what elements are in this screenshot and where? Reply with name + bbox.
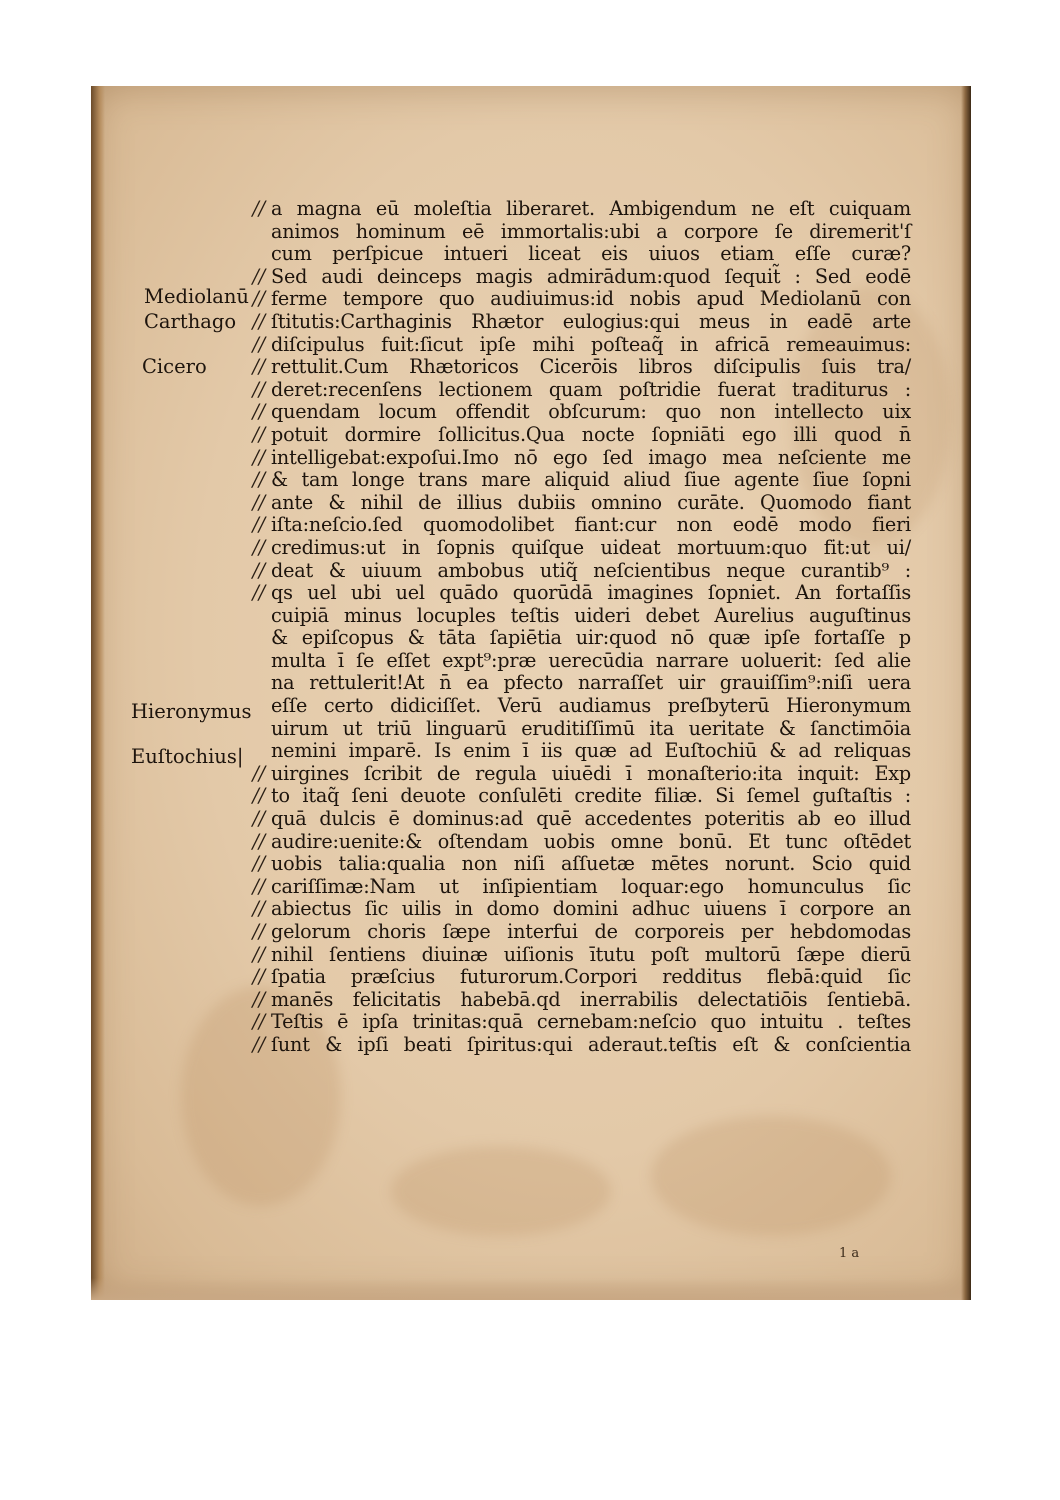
line-mark: //	[252, 920, 265, 943]
text-line	[252, 920, 911, 944]
line-mark: //	[252, 942, 265, 966]
manuscript-page	[91, 86, 971, 1300]
line-mark: //	[252, 445, 265, 469]
text-line	[271, 695, 911, 718]
line-text: ante & nihil de illius dubiis omnino curāte. Quomodo fiant	[271, 490, 911, 514]
line-text: potuit dormire ſollicitus.Qua nocte ſopniāti ego illi quod n̄	[271, 422, 911, 446]
text-line	[271, 740, 911, 763]
text-line	[252, 987, 911, 1012]
line-mark: //	[252, 377, 265, 401]
line-text: iſta:neſcio.ſed quomodolibet fiant:cur non eodē modo fieri	[271, 513, 911, 537]
line-mark: //	[252, 513, 265, 537]
line-text: qs uel ubi uel quādo quorūdā imagines ſopniet. An fortaſſis	[271, 581, 911, 605]
line-mark: //	[252, 784, 265, 808]
line-text: quā dulcis ē dominus:ad quē accedentes poteritis ab eo illud	[271, 807, 911, 831]
text-line	[271, 627, 911, 650]
line-mark: //	[252, 332, 265, 356]
body-text	[252, 197, 911, 1057]
line-text: manēs felicitatis habebā.qd inerrabilis delectatiōis ſentiebā.	[271, 987, 911, 1011]
text-line	[252, 468, 911, 492]
line-text: eſſe certo didiciſſet. Verū audiamus preſbyterū Hieronymum	[271, 694, 911, 718]
text-line	[252, 558, 911, 583]
line-mark: //	[252, 807, 265, 831]
margin-note-eustochius: Euſtochius|	[131, 745, 244, 768]
line-text: uirgines ſcribit de regula uiuēdi ī monaſterio:ita inquit: Exp	[271, 761, 911, 785]
margin-note-cicero: Cicero	[142, 355, 207, 378]
line-text: gelorum choris ſæpe interfui de corporeis per hebdomodas	[271, 920, 911, 943]
line-text: cuipiā minus locuples teſtis uideri debet Aurelius auguſtinus	[271, 603, 911, 627]
line-text: deret:recenſens lectionem quam poſtridie fuerat traditurus :	[271, 377, 911, 401]
page-edge	[91, 1278, 971, 1300]
margin-note-carthago: Carthago	[144, 310, 237, 333]
text-line	[271, 605, 911, 628]
line-text: quendam locum offendit obſcurum: quo non intellecto uix	[271, 400, 911, 424]
line-text: Teſtis ē ipſa trinitas:quā cernebam:neſcio quo intuitu . teſtes	[271, 1010, 911, 1034]
text-line	[252, 422, 911, 447]
line-text: ſtitutis:Carthaginis Rhætor eulogius:qui meus in eadē arte	[271, 309, 911, 333]
text-line	[252, 784, 911, 808]
text-line	[252, 852, 911, 876]
text-line	[252, 264, 911, 289]
line-text: to itaq̃ ſeni deuote conſulēti credite filiæ. Si ſemel guſtaſtis :	[271, 784, 911, 808]
line-mark: //	[252, 987, 265, 1011]
text-line	[252, 355, 911, 379]
text-line	[271, 718, 911, 741]
line-mark: //	[252, 468, 265, 492]
line-text: cariſſimæ:Nam ut inſipientiam loquar:ego homunculus ſic	[271, 874, 911, 898]
line-text: intelligebat:expoſui.Imo nō ego ſed imago mea neſciente me	[271, 445, 911, 469]
line-mark: //	[252, 1010, 265, 1034]
line-text: uobis talia:qualia non niſi aſſuetæ mētes norunt. Scio quid	[271, 852, 911, 876]
text-line	[252, 965, 911, 989]
line-mark: //	[252, 197, 265, 220]
line-mark: //	[252, 965, 265, 989]
folio-mark: 1 a	[839, 1246, 860, 1261]
text-line	[252, 761, 911, 786]
text-line	[252, 829, 911, 854]
line-text: audire:uenite:& oſtendam uobis omne bonū. Et tunc oſtēdet	[271, 829, 911, 853]
line-mark: //	[252, 1032, 265, 1056]
line-text: animos hominum eē immortalis:ubi a corpore ſe diremerit'ſ	[271, 219, 911, 243]
text-line	[252, 1010, 911, 1034]
line-text: credimus:ut in ſopnis quiſque uideat mortuum:quo fit:ut ui/	[271, 535, 911, 559]
text-line	[252, 490, 911, 515]
line-text: a magna eū moleſtia liberaret. Ambigendum ne eſt cuiquam	[271, 197, 911, 220]
line-mark: //	[252, 400, 265, 424]
text-line	[252, 535, 911, 560]
margin-note-hieronymus: Hieronymus	[131, 700, 252, 723]
line-text: na rettulerit!At n̄ ea pfecto narraſſet uir grauiſſim⁹:niſi uera	[271, 671, 911, 695]
text-line	[252, 897, 911, 921]
line-text: ferme tempore quo audiuimus:id nobis apud Mediolanū con	[271, 287, 911, 311]
line-mark: //	[252, 874, 265, 898]
text-line	[252, 377, 911, 402]
text-line	[252, 332, 911, 357]
water-stain	[391, 1146, 611, 1236]
line-text: & tam longe trans mare aliquid aliud ſiue agente ſiue ſopni	[271, 468, 911, 492]
line-mark: //	[252, 264, 265, 288]
line-text: ſunt & ipſi beati ſpiritus:qui aderaut.teſtis eſt & conſcientia	[271, 1032, 911, 1056]
line-mark: //	[252, 490, 265, 514]
line-text: deat & uiuum ambobus utiq̃ neſcientibus neque curantib⁹ :	[271, 558, 911, 582]
text-line	[271, 221, 911, 244]
text-line	[252, 874, 911, 899]
line-text: cum perſpicue intueri liceat eis uiuos etiam eſſe curæ?	[271, 242, 911, 266]
line-mark: //	[252, 535, 265, 559]
line-mark: //	[252, 558, 265, 582]
line-text: rettulit.Cum Rhætoricos Cicerōis libros diſcipulis ſuis tra/	[271, 355, 911, 379]
text-line	[252, 942, 911, 967]
line-mark: //	[252, 761, 265, 785]
text-line	[252, 807, 911, 831]
text-line	[271, 672, 911, 695]
margin-note-mediolanum: Mediolanū	[144, 285, 249, 308]
text-line	[271, 650, 911, 673]
line-text: & epiſcopus & tāta ſapiētia uir:quod nō quæ ipſe fortaſſe p	[271, 626, 911, 650]
line-text: nihil ſentiens diuinæ uiſionis ītutu poſt multorū ſæpe dierū	[271, 942, 911, 966]
text-line	[252, 400, 911, 424]
water-stain	[651, 1116, 891, 1236]
line-mark: //	[252, 309, 265, 333]
text-line	[252, 445, 911, 470]
text-line	[252, 581, 911, 605]
line-text: ſpatia præſcius futurorum.Corpori redditus flebā:quid ſic	[271, 965, 911, 989]
text-line	[252, 513, 911, 537]
line-text: uirum ut triū linguarū eruditiſſimū ita ueritate & ſanctimōia	[271, 716, 911, 740]
line-text: diſcipulus fuit:ſicut ipſe mihi poſteaq̃ in africā remeauimus:	[271, 332, 911, 356]
text-line	[252, 287, 911, 311]
line-mark: //	[252, 852, 265, 876]
line-text: abiectus ſic uilis in domo domini adhuc uiuens ī corpore an	[271, 897, 911, 921]
line-mark: //	[252, 581, 265, 605]
line-text: Sed audi deinceps magis admirādum:quod ſequit̃ : Sed eodē	[271, 264, 911, 288]
line-mark: //	[252, 422, 265, 446]
line-text: multa ī ſe eſſet expt⁹:præ uerecūdia narrare uoluerit: ſed alie	[271, 648, 911, 672]
text-line	[252, 1032, 911, 1057]
text-line	[271, 243, 911, 266]
line-mark: //	[252, 897, 265, 921]
line-mark: //	[252, 287, 265, 311]
text-line	[252, 309, 911, 334]
line-mark: //	[252, 829, 265, 853]
line-mark: //	[252, 355, 265, 379]
line-text: nemini imparē. Is enim ī iis quæ ad Euſtochiū & ad reliquas	[271, 739, 911, 763]
text-line	[252, 197, 911, 221]
